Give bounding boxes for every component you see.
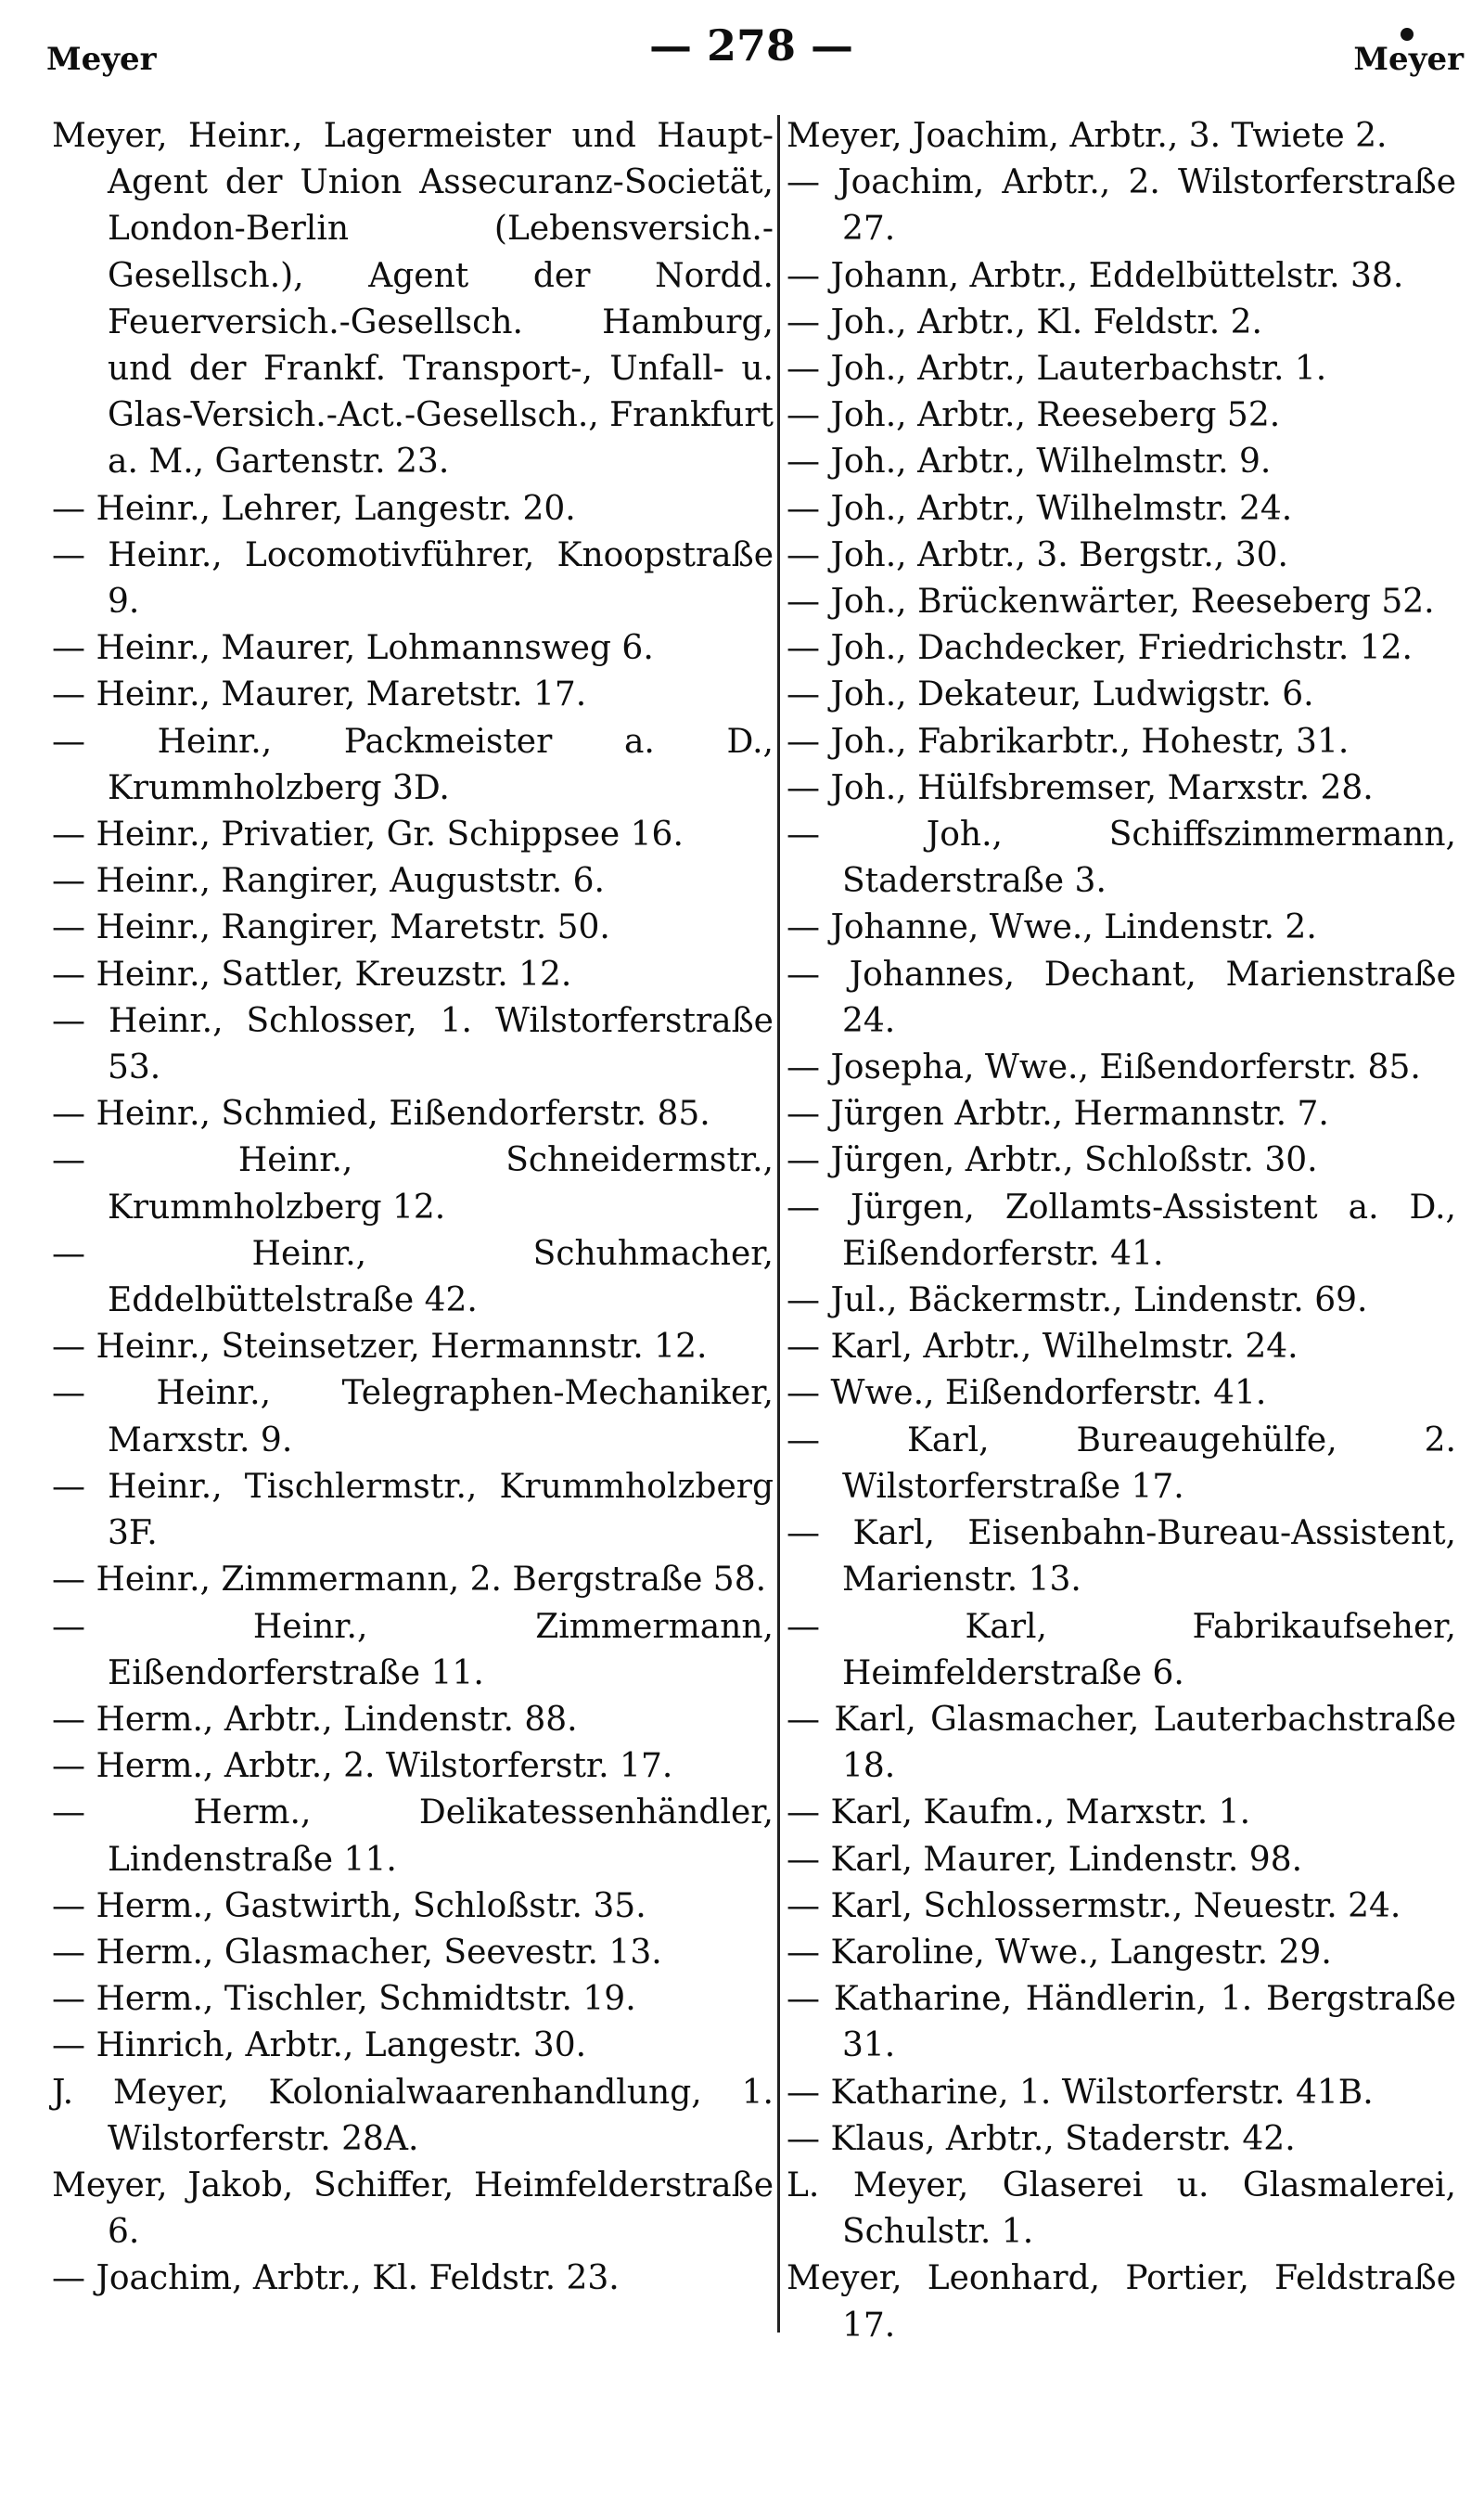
- directory-entry: — Joh., Arbtr., 3. Bergstr., 30.: [787, 535, 1288, 574]
- directory-entry: — Klaus, Arbtr., Staderstr. 42.: [787, 2119, 1296, 2158]
- directory-entry: — Heinr., Rangirer, Maretstr. 50.: [52, 908, 610, 947]
- directory-entry: Meyer, Leonhard, Portier, Feldstraße 17.: [787, 2259, 1456, 2345]
- directory-entry: — Herm., Gastwirth, Schloßstr. 35.: [52, 1886, 646, 1925]
- page-number: — 278 —: [648, 20, 854, 71]
- directory-entry: — Heinr., Schmied, Eißendorferstr. 85.: [52, 1095, 710, 1134]
- directory-entry: — Heinr., Schuhmacher, Eddelbüttelstraße 42.: [52, 1234, 774, 1320]
- directory-entry: — Herm., Glasmacher, Seevestr. 13.: [52, 1933, 662, 1972]
- directory-entry: — Joh., Brückenwärter, Reeseberg 52.: [787, 583, 1435, 622]
- directory-entry: — Karl, Arbtr., Wilhelmstr. 24.: [787, 1328, 1298, 1367]
- directory-entry: J. Meyer, Kolonialwaarenhandlung, 1. Wilstorferstr. 28A.: [52, 2073, 774, 2158]
- directory-entry: — Heinr., Privatier, Gr. Schippsee 16.: [52, 816, 684, 855]
- directory-entry: — Hinrich, Arbtr., Langestr. 30.: [52, 2026, 587, 2065]
- directory-entry: — Katharine, Händlerin, 1. Bergstraße 31.: [787, 1980, 1456, 2065]
- directory-entry: — Johannes, Dechant, Marienstraße 24.: [787, 955, 1456, 1040]
- directory-entry: — Karl, Eisenbahn-Bureau-Assistent, Marienstr. 13.: [787, 1514, 1456, 1600]
- directory-entry: — Heinr., Schneidermstr., Krummholzberg 12.: [52, 1141, 774, 1227]
- directory-entry: — Joh., Fabrikarbtr., Hohestr, 31.: [787, 722, 1350, 761]
- directory-entry: — Heinr., Steinsetzer, Hermannstr. 12.: [52, 1328, 708, 1367]
- directory-entry: — Katharine, 1. Wilstorferstr. 41B.: [787, 2073, 1374, 2112]
- column-divider: [777, 115, 780, 2333]
- directory-entry: — Heinr., Rangirer, Auguststr. 6.: [52, 862, 606, 901]
- running-head-left: Meyer: [46, 41, 157, 78]
- directory-entry: — Heinr., Packmeister a. D., Krummholzberg 3D.: [52, 722, 774, 807]
- directory-entry: — Heinr., Schlosser, 1. Wilstorferstraße 53.: [52, 1001, 774, 1087]
- directory-entry: — Joh., Dachdecker, Friedrichstr. 12.: [787, 629, 1413, 668]
- directory-entry: — Karl, Kaufm., Marxstr. 1.: [787, 1793, 1251, 1832]
- left-column: [52, 113, 774, 2303]
- directory-entry: — Joh., Arbtr., Reeseberg 52.: [787, 396, 1281, 435]
- directory-entry: — Herm., Arbtr., Lindenstr. 88.: [52, 1700, 578, 1739]
- directory-entry: — Wwe., Eißendorferstr. 41.: [787, 1374, 1267, 1413]
- directory-entry: — Jürgen, Arbtr., Schloßstr. 30.: [787, 1141, 1318, 1180]
- directory-entry: — Joachim, Arbtr., 2. Wilstorferstraße 27.: [787, 163, 1456, 249]
- directory-entry: — Joh., Hülfsbremser, Marxstr. 28.: [787, 768, 1374, 807]
- directory-entry: — Karl, Maurer, Lindenstr. 98.: [787, 1840, 1303, 1879]
- directory-entry: — Karoline, Wwe., Langestr. 29.: [787, 1933, 1332, 1972]
- directory-entry: — Joh., Schiffszimmermann, Staderstraße 3.: [787, 816, 1456, 901]
- directory-entry: — Heinr., Maurer, Lohmannsweg 6.: [52, 629, 654, 668]
- directory-entry: L. Meyer, Glaserei u. Glasmalerei, Schulstr. 1.: [787, 2166, 1456, 2252]
- directory-entry: Meyer, Heinr., Lagermeister und Haupt-Agent der Union Assecuranz-Societät, London-Berlin (Lebensversich.-Gesellsch.), Agent der Nordd. Feuerversich.-Gesellsch. Hamburg, und der Frankf. Transport-, Unfall- u. Glas-Versich.-Act.-Gesellsch., Frankfurt a. M., Gartenstr. 23.: [52, 117, 774, 482]
- directory-entry: — Joh., Arbtr., Lauterbachstr. 1.: [787, 350, 1327, 389]
- directory-entry: — Joh., Arbtr., Wilhelmstr. 24.: [787, 489, 1293, 528]
- directory-entry: — Herm., Arbtr., 2. Wilstorferstr. 17.: [52, 1747, 673, 1786]
- directory-entry: Meyer, Jakob, Schiffer, Heimfelderstraße 6.: [52, 2166, 774, 2252]
- directory-entry: — Herm., Delikatessenhändler, Lindenstraße 11.: [52, 1793, 774, 1879]
- directory-entry: — Heinr., Telegraphen-Mechaniker, Marxstr. 9.: [52, 1374, 774, 1459]
- directory-entry: — Johanne, Wwe., Lindenstr. 2.: [787, 908, 1317, 947]
- directory-entry: — Joh., Dekateur, Ludwigstr. 6.: [787, 675, 1314, 714]
- directory-entry: — Karl, Bureaugehülfe, 2. Wilstorferstraße 17.: [787, 1420, 1456, 1506]
- directory-entry: — Joachim, Arbtr., Kl. Feldstr. 23.: [52, 2259, 620, 2298]
- directory-entry: — Herm., Tischler, Schmidtstr. 19.: [52, 1980, 636, 2019]
- directory-entry: — Karl, Schlossermstr., Neuestr. 24.: [787, 1886, 1401, 1925]
- directory-entry: — Johann, Arbtr., Eddelbüttelstr. 38.: [787, 256, 1404, 295]
- right-column: [787, 113, 1456, 2349]
- running-head-right: Meyer: [1353, 41, 1464, 78]
- directory-entry: — Heinr., Maurer, Maretstr. 17.: [52, 675, 587, 714]
- directory-entry: — Karl, Fabrikaufseher, Heimfelderstraße 6.: [787, 1607, 1456, 1692]
- directory-entry: — Heinr., Lehrer, Langestr. 20.: [52, 489, 576, 528]
- directory-entry: — Jürgen Arbtr., Hermannstr. 7.: [787, 1095, 1329, 1134]
- directory-entry: — Jürgen, Zollamts-Assistent a. D., Eißendorferstr. 41.: [787, 1188, 1456, 1273]
- directory-entry: Meyer, Joachim, Arbtr., 3. Twiete 2.: [787, 117, 1388, 155]
- directory-entry: — Heinr., Zimmermann, Eißendorferstraße 11.: [52, 1607, 774, 1692]
- directory-entry: — Heinr., Zimmermann, 2. Bergstraße 58.: [52, 1561, 767, 1600]
- page-header: [0, 0, 1484, 102]
- directory-entry: — Joh., Arbtr., Kl. Feldstr. 2.: [787, 302, 1262, 341]
- directory-entry: — Joh., Arbtr., Wilhelmstr. 9.: [787, 443, 1272, 482]
- directory-entry: — Karl, Glasmacher, Lauterbachstraße 18.: [787, 1700, 1456, 1786]
- directory-entry: — Heinr., Tischlermstr., Krummholzberg 3F.: [52, 1467, 774, 1553]
- ink-dot-icon: [1401, 28, 1414, 41]
- directory-entry: — Jul., Bäckermstr., Lindenstr. 69.: [787, 1281, 1368, 1320]
- directory-entry: — Josepha, Wwe., Eißendorferstr. 85.: [787, 1048, 1421, 1087]
- directory-entry: — Heinr., Sattler, Kreuzstr. 12.: [52, 955, 572, 994]
- directory-entry: — Heinr., Locomotivführer, Knoopstraße 9.: [52, 535, 774, 622]
